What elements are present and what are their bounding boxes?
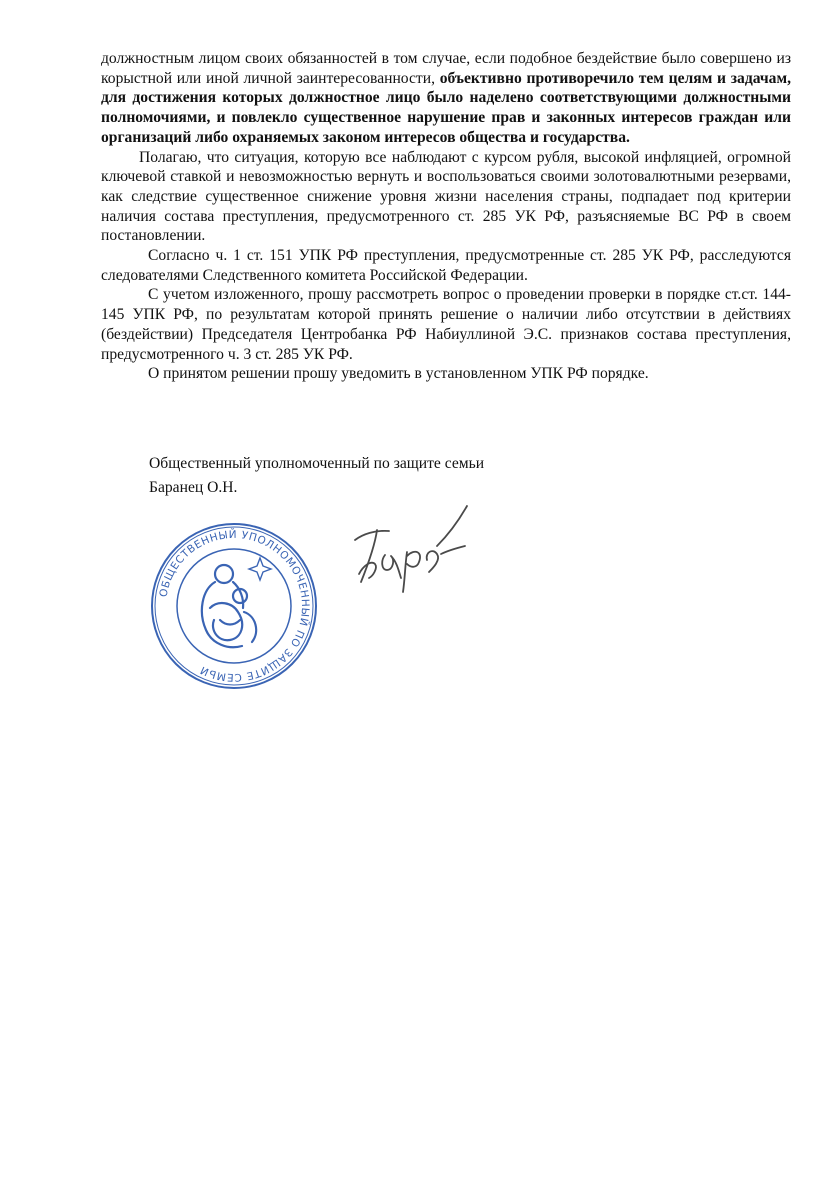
signer-name: Баранец О.Н. [149, 479, 238, 496]
family-emblem-icon [202, 565, 256, 647]
official-stamp [148, 520, 320, 692]
paragraph-definition-bold: объективно противоречило тем целям и задачам, для достижения которых должностное лицо было наделено соответствующими должностными полномочиями, и повлекло существенное нарушение прав и законных интересов граждан или организаций либо охраняемых законом интересов общества и государства. [101, 69, 791, 146]
stamp-text: ОБЩЕСТВЕННЫЙ УПОЛНОМОЧЕННЫЙ ПО ЗАЩИТЕ СЕМЬИ [157, 528, 312, 684]
signer-block [149, 452, 484, 500]
paragraph-opinion: Полагаю, что ситуация, которую все наблюдают с курсом рубля, высокой инфляцией, огромной ключевой ставкой и невозможностью вернуть и воспользоваться своими золотовалютными резервами, как следствие существенное снижение уровня жизни населения страны, подпадает под критерии наличия состава преступления, предусмотренного ст. 285 УК РФ, разъясняемые ВС РФ в своем постановлении. [101, 148, 791, 245]
paragraph-definition-text: должностным лицом своих обязанностей в том случае, если подобное бездействие было совершено из корыстной или иной личной заинтересованности, [101, 50, 791, 87]
handwritten-signature [345, 500, 470, 595]
star-icon [249, 558, 271, 580]
paragraph-jurisdiction: Согласно ч. 1 ст. 151 УПК РФ преступления, предусмотренные ст. 285 УК РФ, расследуются следователями Следственного комитета Российской Федерации. [101, 247, 791, 284]
paragraph-notification: О принятом решении прошу уведомить в установленном УПК РФ порядке. [148, 365, 649, 383]
signer-position: Общественный уполномоченный по защите семьи [149, 455, 485, 472]
paragraph-request: С учетом изложенного, прошу рассмотреть вопрос о проведении проверки в порядке ст.ст. 144-145 УПК РФ, по результатам которой принять решение о наличии либо отсутствии в действиях (бездействии) Председателя Центробанка РФ Набиуллиной Э.С. признаков состава преступления, предусмотренного ч. 3 ст. 285 УК РФ. [101, 286, 791, 363]
paragraph-definition [101, 49, 791, 148]
letter-body [101, 49, 791, 384]
